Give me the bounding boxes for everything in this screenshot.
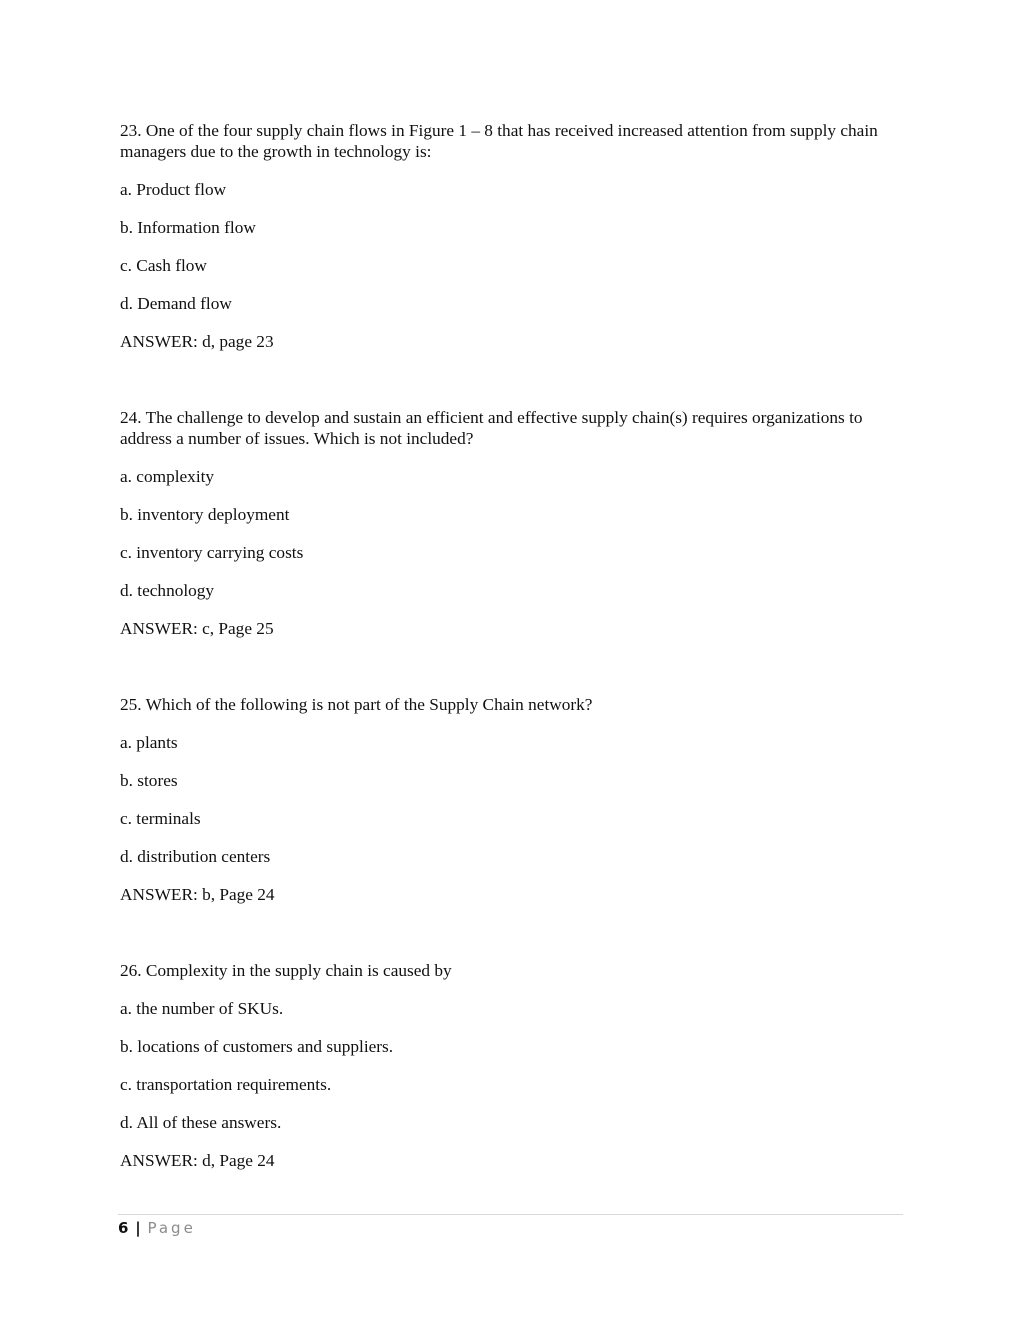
option-b: b. locations of customers and suppliers. [120,1037,394,1056]
option-c: c. inventory carrying costs [120,543,304,562]
question-23 [120,120,900,352]
spacer [120,352,900,407]
page-label: Page [147,1219,196,1237]
option-a: a. the number of SKUs. [120,999,284,1018]
question-24 [120,407,900,639]
option-b: b. Information flow [120,218,256,237]
answer-line: ANSWER: b, Page 24 [120,885,275,904]
option-b: b. inventory deployment [120,505,290,524]
option-d: d. Demand flow [120,294,232,313]
question-text: 26. Complexity in the supply chain is caused by [120,961,452,980]
footer-separator: | [135,1219,141,1237]
question-26 [120,960,900,1171]
option-d: d. technology [120,581,215,600]
option-d: d. distribution centers [120,847,271,866]
spacer [120,639,900,694]
question-text: 23. One of the four supply chain flows in Figure 1 – 8 that has received increased attention from supply chain managers due to the growth in technology is: [120,121,878,161]
answer-line: ANSWER: d, Page 24 [120,1151,275,1170]
question-text: 25. Which of the following is not part of the Supply Chain network? [120,695,593,714]
option-c: c. terminals [120,809,201,828]
option-c: c. Cash flow [120,256,207,275]
page-footer [118,1214,903,1237]
option-c: c. transportation requirements. [120,1075,332,1094]
answer-line: ANSWER: d, page 23 [120,332,274,351]
option-a: a. plants [120,733,178,752]
spacer [120,905,900,960]
question-25 [120,694,900,905]
document-page [120,120,900,1171]
option-d: d. All of these answers. [120,1113,282,1132]
option-a: a. Product flow [120,180,227,199]
page-number: 6 [118,1219,129,1237]
option-a: a. complexity [120,467,215,486]
answer-line: ANSWER: c, Page 25 [120,619,274,638]
option-b: b. stores [120,771,178,790]
question-text: 24. The challenge to develop and sustain an efficient and effective supply chain(s) requires organizations to address a number of issues. Which is not included? [120,408,863,448]
